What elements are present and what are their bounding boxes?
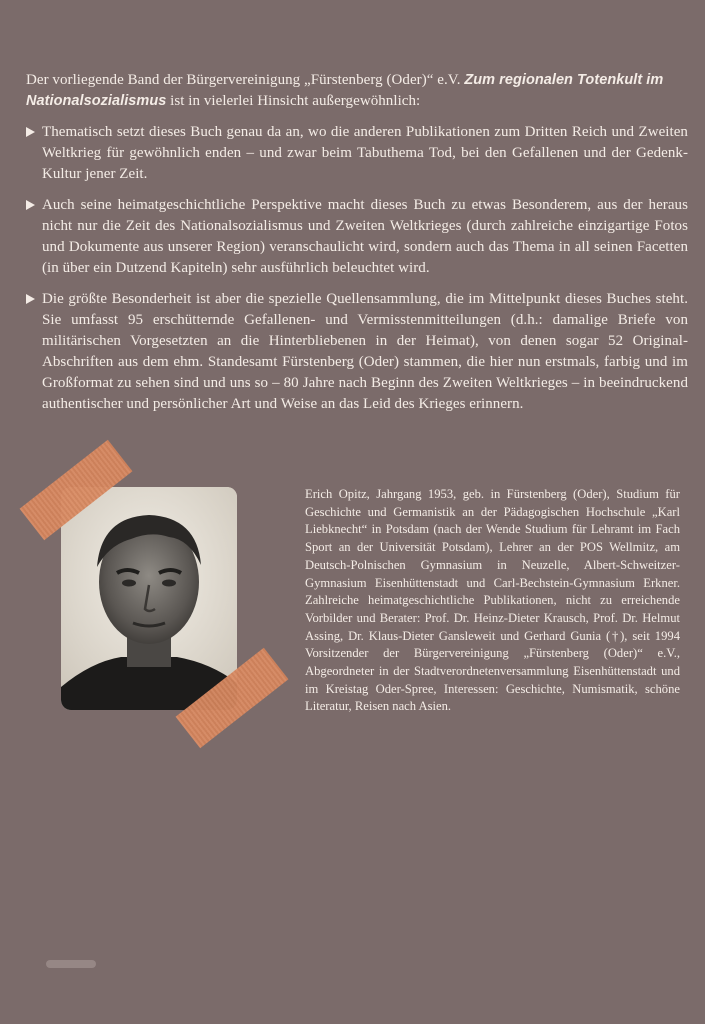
author-photo: [61, 487, 237, 710]
intro-paragraph: [26, 70, 688, 112]
intro-text-after: ist in vielerlei Hinsicht außergewöhnlich:: [166, 93, 421, 109]
author-bio: Erich Opitz, Jahrgang 1953, geb. in Fürstenberg (Oder), Studium für Geschichte und Germanistik an der Pädagogischen Hochschule „Karl Liebknecht“ in Potsdam (nach der Wende Studium für Lehramt im Fach Sport an der Universität Potsdam), Lehrer an der POS Wellmitz, am Deutsch-Polnischen Gymnasium in Neuzelle, Albert-Schweitzer-Gymnasium Eisenhüttenstadt und Carl-Bechstein-Gymnasium Erkner. Zahlreiche heimatgeschichtliche Publikationen, nicht zu erreichende Vorbilder und Berater: Prof. Dr. Heinz-Dieter Krausch, Prof. Dr. Helmut Assing, Dr. Klaus-Dieter Gansleweit und Gerhard Gunia (†), seit 1994 Vorsitzender der Bürgervereinigung „Fürstenberg (Oder)“ e.V., Abgeordneter in der Stadtverordnetenversammlung Eisenhüttenstadt und im Kreistag Oder-Spree, Interessen: Geschichte, Numismatik, schöne Literatur, Reisen nach Asien.: [305, 487, 680, 714]
intro-section: [26, 70, 688, 425]
scan-smudge: [46, 960, 96, 968]
list-item: [26, 289, 688, 415]
bullet-text: Auch seine heimatgeschichtliche Perspektive macht dieses Buch zu etwas Besonderem, aus der heraus nicht nur die Zeit des Nationalsozialismus und Zweiten Weltkrieges (durch zahlreiche einzigartige Fotos und Dokumente aus unserer Region) veranschaulicht wird, sondern auch das Thema in all seinen Facetten (in über ein Dutzend Kapiteln) sehr ausführlich beleuchtet wird.: [42, 197, 688, 276]
bullet-list: [26, 122, 688, 415]
list-item: [26, 195, 688, 279]
bullet-text: Die größte Besonderheit ist aber die spezielle Quellensammlung, die im Mittelpunkt dieses Buches steht. Sie umfasst 95 erschütternde Gefallenen- und Vermisstenmitteilungen (d.h.: damalige Briefe von militärischen Vorgesetzten an die Hinterbliebenen in der Heimat), von denen sogar 52 Original-Abschriften aus dem ehm. Standesamt Fürstenberg (Oder) stammen, die hier nun erstmals, farbig und im Großformat zu sehen sind und uns so – 80 Jahre nach Beginn des Zweiten Weltkrieges – in beeindruckend authentischer und persönlicher Art und Weise an das Leid des Krieges erinnern.: [42, 291, 688, 412]
intro-text-before: Der vorliegende Band der Bürgervereinigung „Fürstenberg (Oder)“ e.V.: [26, 72, 465, 88]
triangle-bullet-icon: [26, 127, 35, 137]
triangle-bullet-icon: [26, 294, 35, 304]
bullet-text: Thematisch setzt dieses Buch genau da an, wo die anderen Publikationen zum Dritten Reich und Zweiten Weltkrieg für gewöhnlich enden – und zwar beim Tabuthema Tod, bei den Gefallenen und der Gedenk-Kultur jener Zeit.: [42, 124, 688, 182]
portrait-illustration: [61, 487, 237, 710]
list-item: [26, 122, 688, 185]
triangle-bullet-icon: [26, 200, 35, 210]
author-photo-frame: [24, 440, 284, 750]
book-title: Zum regionalen Totenkult im Nationalsozialismus: [26, 72, 664, 109]
